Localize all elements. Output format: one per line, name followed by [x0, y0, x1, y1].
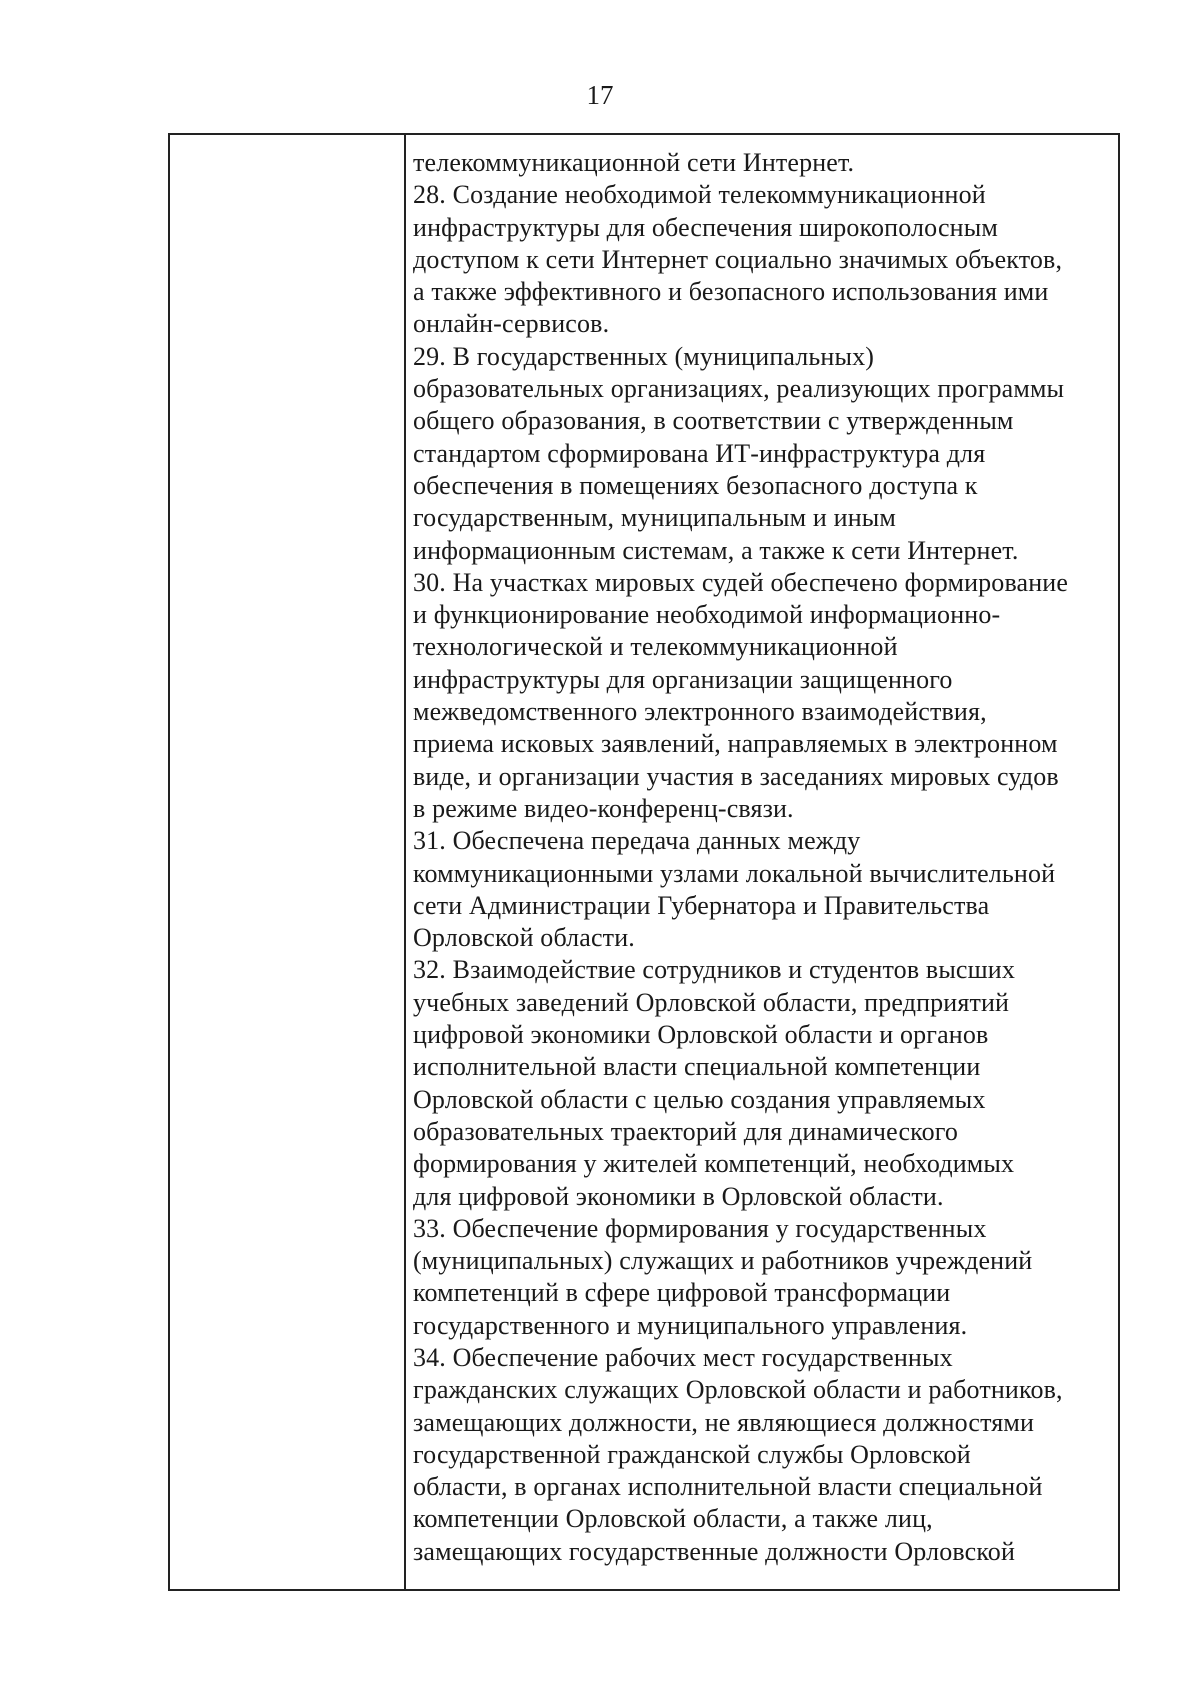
text-line: доступом к сети Интернет социально значимых объектов, — [413, 244, 1063, 274]
text-line: и функционирование необходимой информационно- — [413, 600, 1001, 630]
text-line: коммуникационными узлами локальной вычислительной — [413, 858, 1056, 888]
text-line: инфраструктуры для организации защищенного — [413, 664, 953, 694]
text-line: в режиме видео-конференц-связи. — [413, 793, 794, 823]
text-line: формирования у жителей компетенций, необходимых — [413, 1149, 1015, 1179]
text-line: онлайн-сервисов. — [413, 309, 610, 339]
text-line: замещающих государственные должности Орловской — [413, 1536, 1016, 1566]
document-table — [168, 133, 1120, 1591]
text-line: обеспечения в помещениях безопасного доступа к — [413, 470, 978, 500]
text-line: образовательных траекторий для динамического — [413, 1116, 959, 1146]
text-line: технологической и телекоммуникационной — [413, 632, 898, 662]
text-line: общего образования, в соответствии с утвержденным — [413, 406, 1014, 436]
text-line: гражданских служащих Орловской области и работников, — [413, 1375, 1063, 1405]
table-right-cell — [406, 135, 1118, 1589]
text-line: сети Администрации Губернатора и Правительства — [413, 890, 990, 920]
text-line: 30. На участках мировых судей обеспечено формирование — [413, 567, 1069, 597]
text-line: учебных заведений Орловской области, предприятий — [413, 987, 1010, 1017]
text-line: приема исковых заявлений, направляемых в электронном — [413, 729, 1058, 759]
text-line: Орловской области. — [413, 923, 635, 953]
text-line: 29. В государственных (муниципальных) — [413, 341, 875, 371]
text-line: компетенции Орловской области, а также лиц, — [413, 1504, 933, 1534]
text-line: (муниципальных) служащих и работников учреждений — [413, 1246, 1033, 1276]
text-line: 34. Обеспечение рабочих мест государственных — [413, 1342, 953, 1372]
text-line: телекоммуникационной сети Интернет. — [413, 148, 855, 177]
text-line: государственным, муниципальным и иным — [413, 503, 896, 533]
text-line: государственной гражданской службы Орловской — [413, 1439, 971, 1469]
text-line: образовательных организациях, реализующих программы — [413, 374, 1065, 404]
text-line: виде, и организации участия в заседаниях мировых судов — [413, 761, 1059, 791]
text-line: компетенций в сфере цифровой трансформации — [413, 1278, 951, 1308]
text-line: 31. Обеспечена передача данных между — [413, 826, 861, 856]
text-line: цифровой экономики Орловской области и органов — [413, 1020, 989, 1050]
text-line: 32. Взаимодействие сотрудников и студентов высших — [413, 955, 1016, 985]
page-number: 17 — [586, 80, 614, 110]
text-line: для цифровой экономики в Орловской области. — [413, 1181, 944, 1211]
table-left-cell — [170, 135, 406, 1589]
text-line: 33. Обеспечение формирования у государственных — [413, 1213, 987, 1243]
text-line: инфраструктуры для обеспечения широкополосным — [413, 212, 998, 242]
text-line: исполнительной власти специальной компетенции — [413, 1052, 981, 1082]
text-line: межведомственного электронного взаимодействия, — [413, 697, 987, 727]
text-line: информационным системам, а также к сети Интернет. — [413, 535, 1019, 565]
text-line: Орловской области с целью создания управляемых — [413, 1084, 986, 1114]
text-line: а также эффективного и безопасного использования ими — [413, 277, 1049, 307]
text-line: 28. Создание необходимой телекоммуникационной — [413, 180, 986, 210]
text-line: замещающих должности, не являющиеся должностями — [413, 1407, 1035, 1437]
text-line: государственного и муниципального управления. — [413, 1310, 968, 1340]
text-line: стандартом сформирована ИТ-инфраструктура для — [413, 438, 986, 468]
text-line: области, в органах исполнительной власти специальной — [413, 1472, 1043, 1502]
